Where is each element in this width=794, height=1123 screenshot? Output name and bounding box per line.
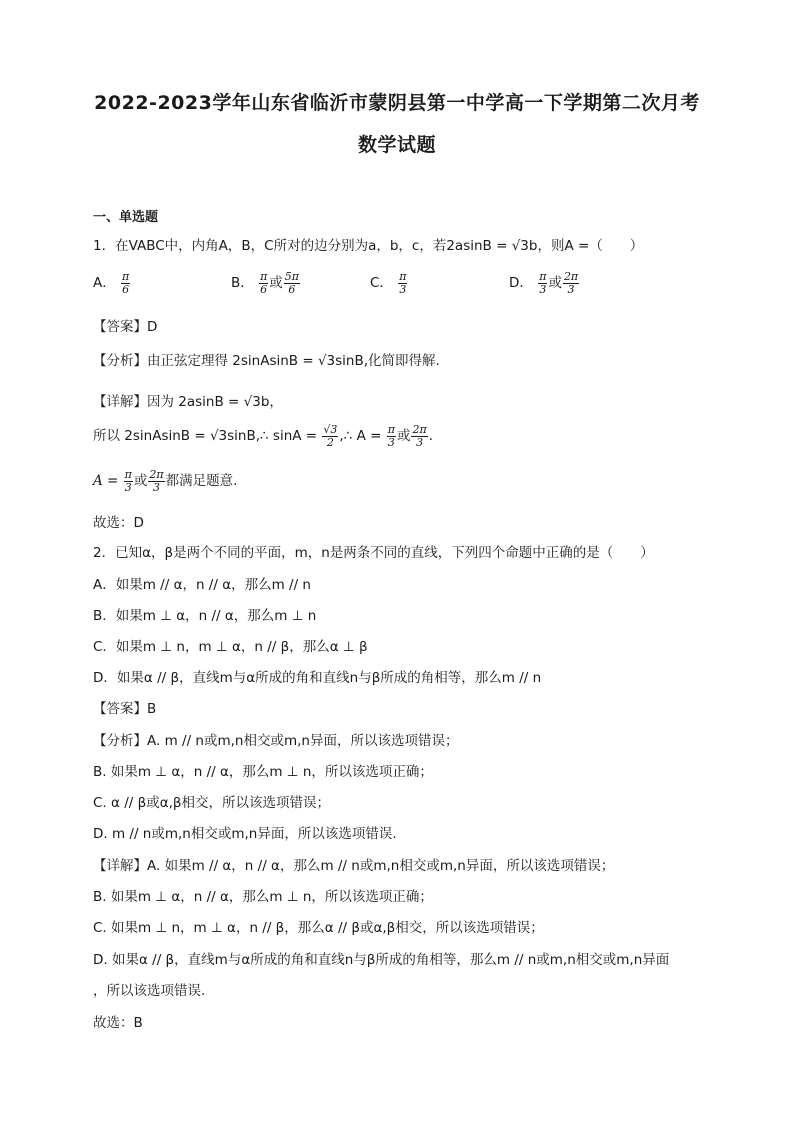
q1-option-b-denominator2: 6 [288,282,296,296]
q2-analysis-c: C. α // β或α,β相交，所以该选项错误； [93,795,331,811]
q1-detail-line2: 所以 2sinAsinB = √3sinB,∴ sinA = $\frac{√3}{2}$ ,∴ A = $\frac{\pi}{3}$ 或 $\frac{2\pi}{3}$ . [93,423,433,449]
q1-option-d-fraction2 [563,271,579,295]
q1-option-b-numerator1: π [260,270,268,283]
q1-option-c-denominator: 3 [399,282,407,296]
document-title-line2: 数学试题 [357,134,436,156]
q1-answer: 【答案】D [93,319,158,335]
q1-detail-line2-fraction1 [387,424,396,448]
q1-option-c-label: C． [370,275,393,292]
q1-detail-line2-fraction2 [411,424,427,448]
q2-option-b[interactable]: B．如果m ⊥ α，n // α，那么m ⊥ n [93,608,317,624]
q1-detail-line2-f1-denominator: 3 [387,435,395,449]
q1-option-b-numerator2: 5π [284,270,300,283]
q1-option-b-fraction1 [259,271,268,295]
q1-detail-line3-fraction2 [148,469,164,493]
q2-analysis-a: 【分析】A. m // n或m,n相交或m,n异面，所以该选项错误； [93,733,459,749]
section-heading: 一、单选题 [93,210,159,225]
q1-option-d-numerator2: 2π [563,270,579,283]
q1-detail-line2-f2-denominator: 3 [416,435,424,449]
q2-answer: 【答案】B [93,701,157,717]
q1-option-a-label: A． [93,275,116,292]
q1-detail-line3-pre: A = [93,473,119,490]
q1-detail-line1: 【详解】因为 2asinB = √3b， [93,394,283,410]
document-title-line1: 2022-2023学年山东省临沂市蒙阴县第一中学高一下学期第二次月考 [94,92,700,114]
q1-analysis: 【分析】由正弦定理得 2sinAsinB = √3sinB,化简即得解. [93,353,440,369]
q1-option-c[interactable] [370,271,408,295]
q1-detail-line2-mid: ,∴ A = [339,428,382,445]
q1-option-a[interactable] [93,271,131,295]
q2-analysis-d: D. m // n或m,n相交或m,n异面，所以该选项错误. [93,826,397,842]
q1-detail-line2-sin-denominator: 2 [326,435,334,449]
q1-stem: 1．在VABC中，内角A，B，C所对的边分别为a，b，c，若2asinB = √3b，则A =（ ） [93,238,644,254]
q1-option-a-fraction [121,271,130,295]
q2-detail-c: C. 如果m ⊥ n，m ⊥ α，n // β，那么α // β或α,β相交，所以该选项错误； [93,920,544,936]
q1-detail-line2-or: 或 [396,428,411,445]
q1-option-b-or: 或 [269,275,283,292]
q1-option-d-label: D． [509,275,533,292]
q1-detail-line3-fraction1 [124,469,133,493]
q1-option-c-numerator: π [399,270,407,283]
q2-detail-d: D. 如果α // β，直线m与α所成的角和直线n与β所成的角相等，那么m // n或m,n相交或m,n异面 [93,952,670,968]
q2-analysis-b: B. 如果m ⊥ α，n // α，那么m ⊥ n，所以该选项正确； [93,764,433,780]
q1-option-b-denominator1: 6 [260,282,268,296]
q1-detail-line3-or: 或 [133,473,148,490]
q2-choose: 故选：B [93,1015,143,1031]
q1-detail-line3-f1-numerator: π [124,468,132,481]
q1-detail-line2-pre: 所以 2sinAsinB = √3sinB,∴ sinA = [93,428,318,445]
q2-option-a[interactable]: A．如果m // α，n // α，那么m // n [93,577,311,593]
q1-detail-line2-f2-numerator: 2π [412,423,427,436]
q1-detail-line3-f2-numerator: 2π [149,468,164,481]
q1-detail-line2-sin-numerator: √3 [323,423,338,436]
q2-detail-a: 【详解】A. 如果m // α，n // α，那么m // n或m,n相交或m,n异面，所以该选项错误； [93,858,615,874]
q1-option-b-label: B． [231,275,254,292]
q1-detail-line2-f1-numerator: π [387,423,395,436]
q1-option-d-denominator1: 3 [539,282,547,296]
q2-detail-b: B. 如果m ⊥ α，n // α，那么m ⊥ n，所以该选项正确； [93,889,433,905]
q1-option-a-numerator: π [122,270,130,283]
q1-detail-line3-f2-denominator: 3 [153,480,160,494]
q2-option-d[interactable]: D．如果α // β，直线m与α所成的角和直线n与β所成的角相等，那么m // n [93,670,542,686]
q1-option-b-fraction2 [284,271,300,295]
q1-detail-line3-f1-denominator: 3 [124,480,132,494]
q1-option-c-fraction [398,271,407,295]
q1-option-d[interactable] [509,271,580,295]
q1-option-d-denominator2: 3 [567,282,575,296]
q1-detail-line2-fraction-sin [322,424,338,448]
q1-option-d-or: 或 [548,275,562,292]
q2-detail-d-continued: ，所以该选项错误. [93,983,206,999]
q1-option-d-numerator1: π [539,270,547,283]
q1-option-d-fraction1 [538,271,547,295]
q1-detail-line3 [93,469,237,493]
q1-option-b[interactable] [231,271,301,295]
q2-stem: 2．已知α，β是两个不同的平面，m，n是两条不同的直线，下列四个命题中正确的是（ ） [93,545,654,561]
q1-detail-line3-post: 都满足题意. [165,473,238,490]
q1-choose: 故选：D [93,515,144,531]
q2-option-c[interactable]: C．如果m ⊥ n，m ⊥ α，n // β，那么α ⊥ β [93,639,368,655]
q1-option-a-denominator: 6 [122,282,130,296]
